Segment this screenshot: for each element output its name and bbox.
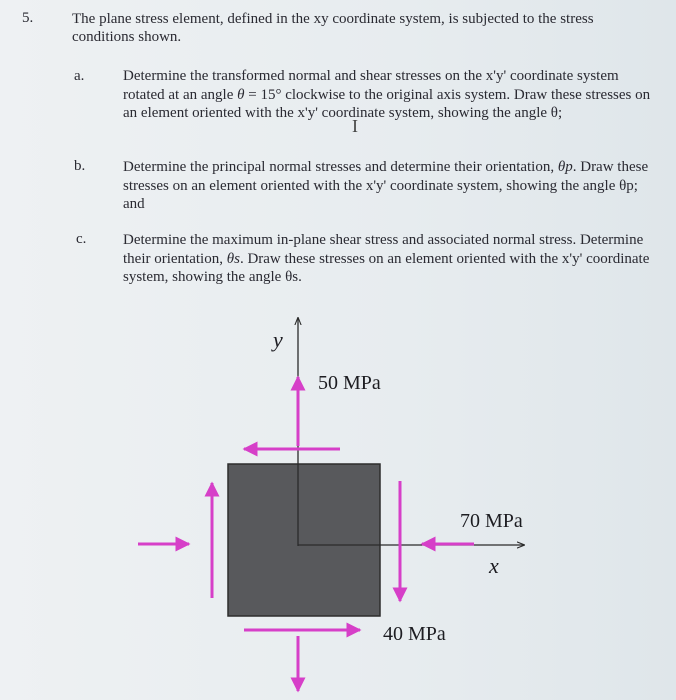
- part-a-text-2: = 15° clockwise to the original axis system. Draw these stresses on an element oriented with the x'y' coordinate system, showing the angle θ;: [123, 86, 651, 121]
- part-c-text-1: Determine the maximum in-plane shear stress and associated normal stress. Determine their orientation,: [123, 232, 644, 267]
- part-c-label: c.: [76, 231, 87, 247]
- part-a-label: a.: [74, 68, 85, 84]
- part-a-text-1: Determine the transformed normal and shear stresses on the x'y' coordinate system rotated at an angle: [123, 68, 619, 103]
- y-axis-label: y: [273, 327, 283, 352]
- problem-number: 5.: [22, 10, 34, 26]
- sigma-y-value-label: 50 MPa: [318, 372, 381, 394]
- sigma-x-value-label: 70 MPa: [460, 510, 523, 532]
- shear-value-label: 40 MPa: [383, 623, 446, 645]
- part-b-text-1: Determine the principal normal stresses and determine their orientation,: [123, 159, 558, 175]
- theta-p-symbol: θp: [557, 159, 573, 175]
- part-c-text-2: . Draw these stresses on an element oriented with the x'y' coordinate system, showing the angle θs.: [123, 250, 650, 285]
- problem-statement: The plane stress element, defined in the xy coordinate system, is subjected to the stress conditions shown.: [72, 11, 594, 45]
- stress-element-square: [228, 464, 380, 616]
- part-b-label: b.: [74, 158, 86, 174]
- theta-s-symbol: θs: [226, 250, 240, 267]
- part-b-text-2: . Draw these stresses on an element oriented with the x'y' coordinate system, showing the angle θp; and: [123, 159, 649, 212]
- x-axis-label: x: [489, 553, 499, 578]
- text-cursor-icon: I: [352, 116, 358, 136]
- theta-symbol: θ: [237, 86, 245, 103]
